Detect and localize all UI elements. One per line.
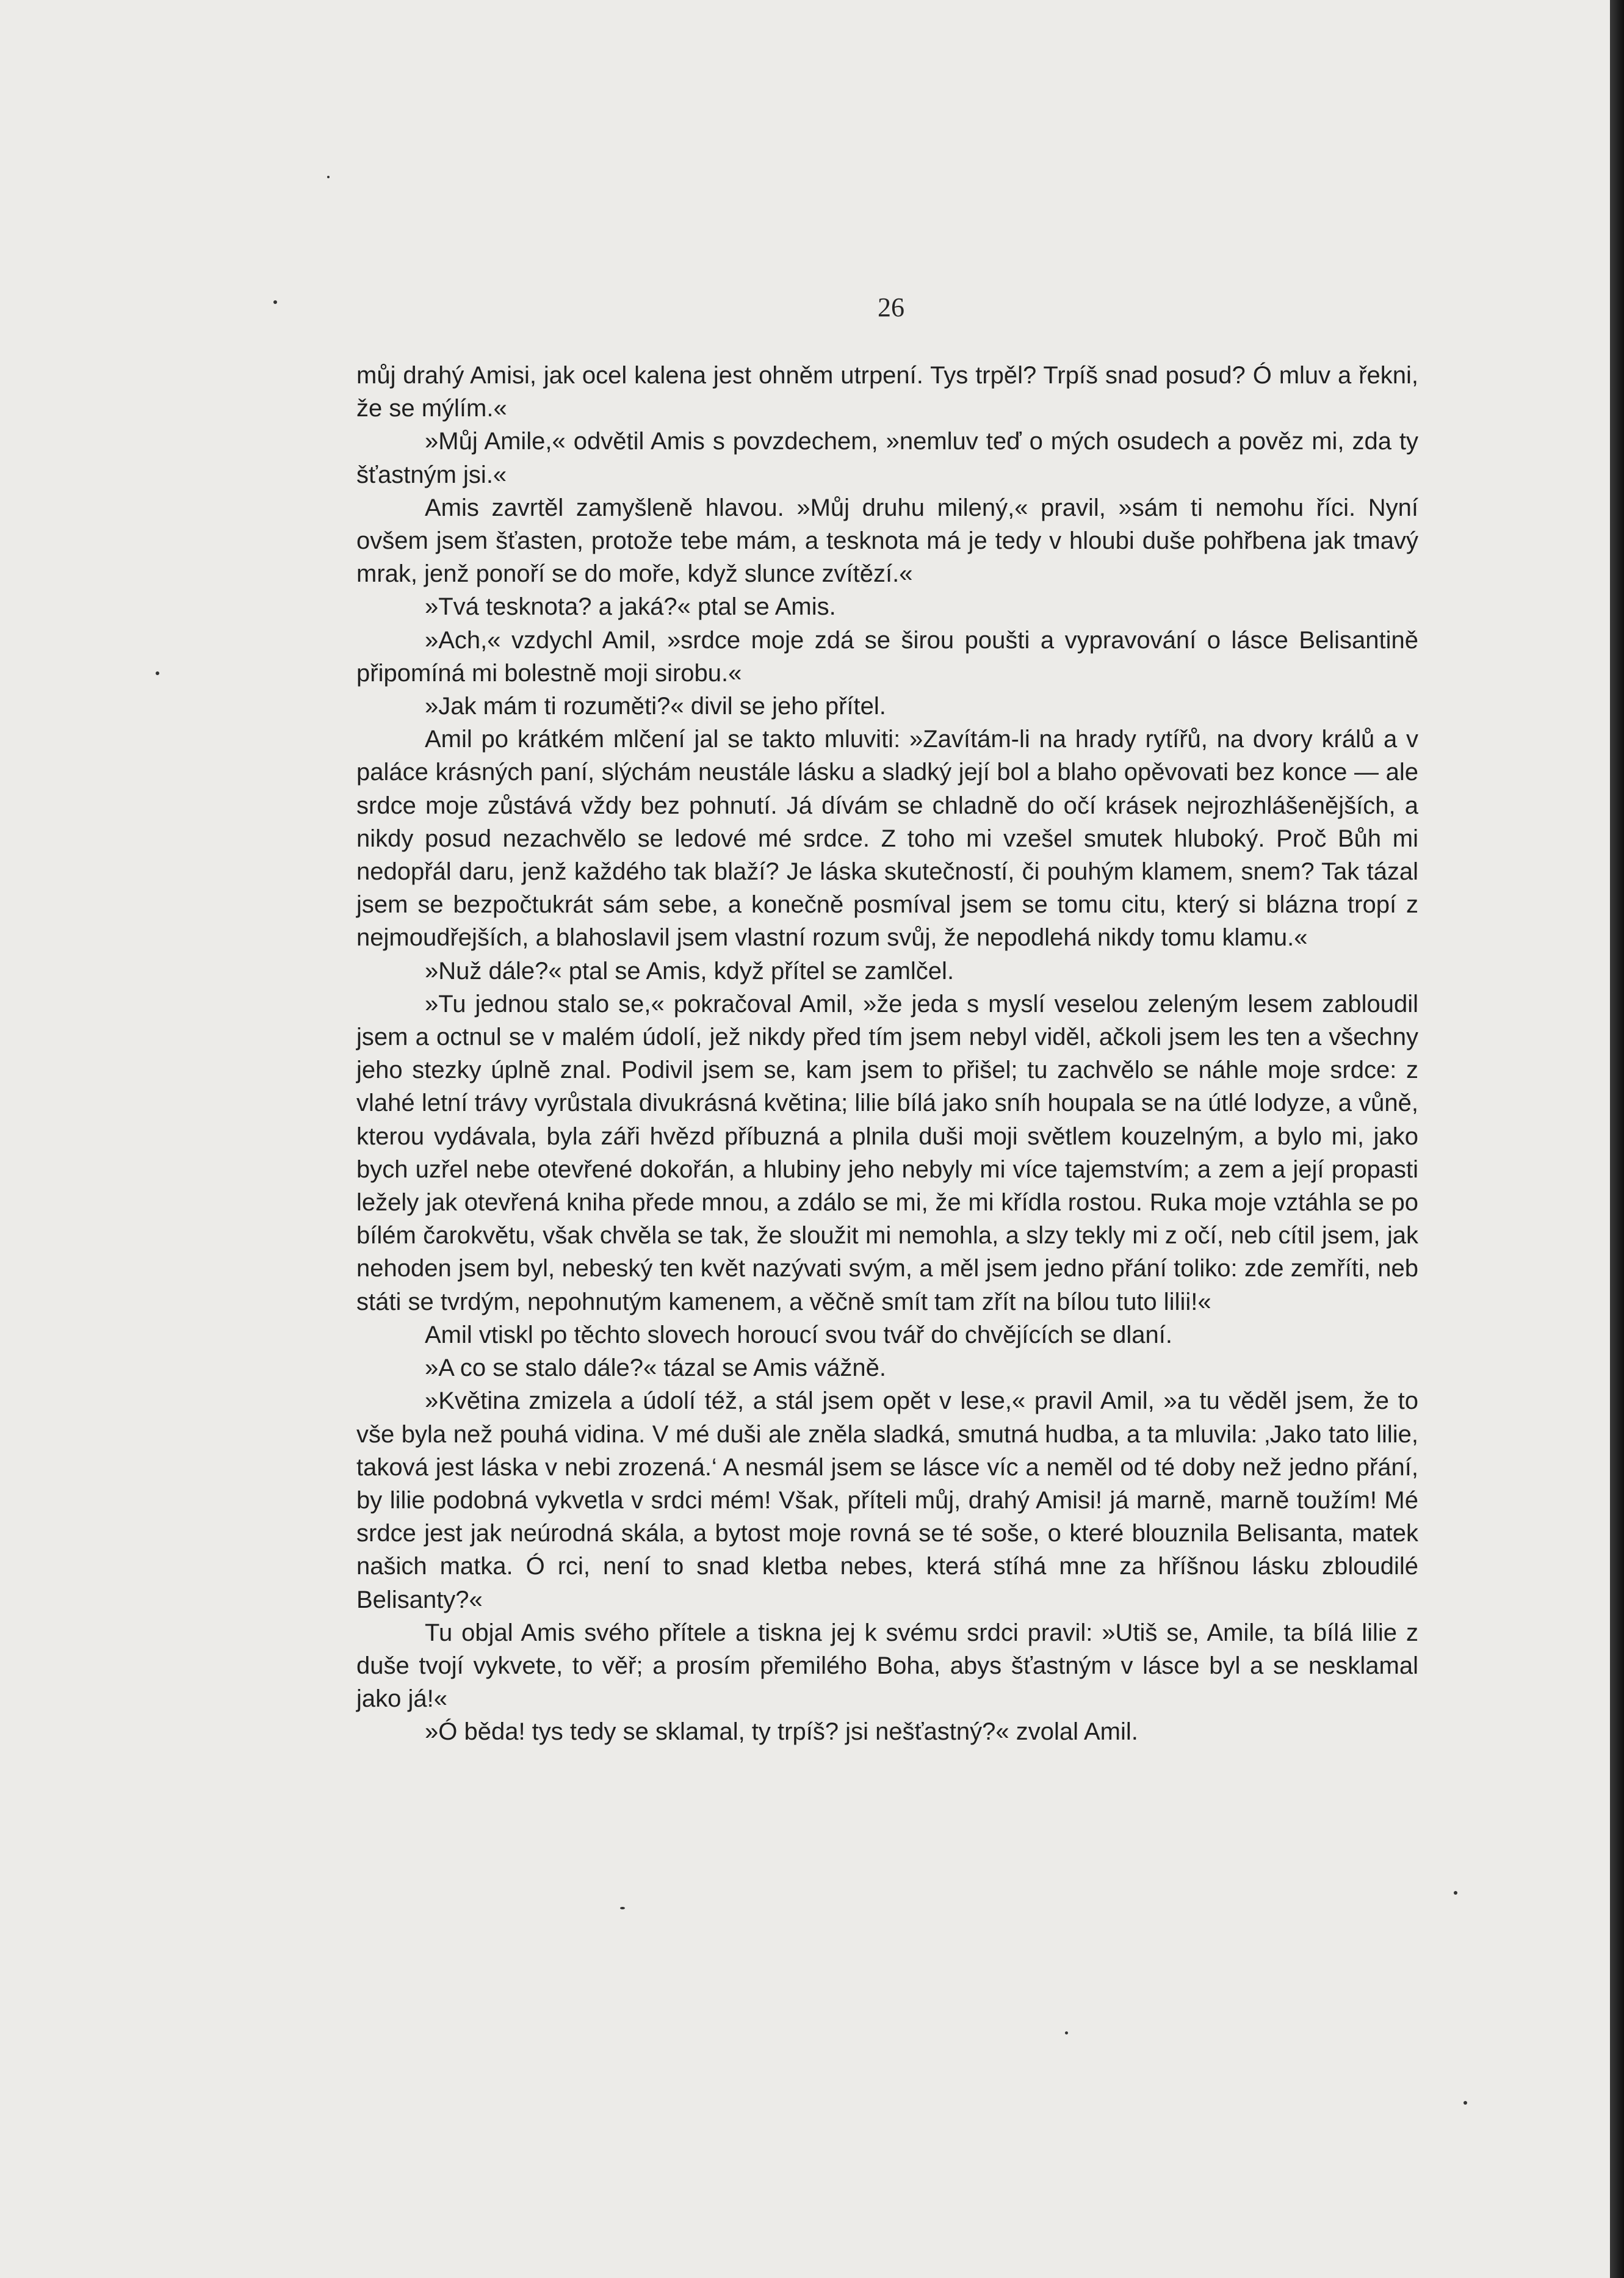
scan-speck [1454, 1891, 1457, 1895]
paragraph: »Tu jednou stalo se,« pokračoval Amil, »že jeda s myslí veselou zeleným lesem zabloudil jsem a octnul se v malém údolí, jež nikdy před tím jsem nebyl viděl, ačkoli jsem les ten a všechny jeho stezky úplně znal. Podivil jsem se, kam jsem to přišel; tu zachvělo se náhle moje srdce: z vlahé letní trávy vyrůstala divukrásná květina; lilie bílá jako sníh houpala se na útlé lodyze, a vůně, kterou vydávala, byla záři hvězd příbuzná a plnila duši moji světlem kouzelným, a bylo mi, jako bych uzřel nebe otevřené dokořán, a hlubiny jeho nebyly mi více tajemstvím; a zem a její propasti ležely jak otevřená kniha přede mnou, a zdálo se mi, že mi křídla rostou. Ruka moje vztáhla se po bílém čarokvětu, však chvěla se tak, že sloužit mi nemohla, a slzy tekly mi z očí, neb cítil jsem, jak nehoden jsem byl, nebeský ten květ nazývati svým, a měl jsem jedno přání toliko: zde zemříti, neb státi se tvrdým, nepohnutým kamenem, a věčně smít tam zřít na bílou tuto lilii!« [356, 990, 1418, 1315]
scan-speck [273, 300, 277, 304]
paragraph: můj drahý Amisi, jak ocel kalena jest ohněm utrpení. Tys trpěl? Trpíš snad posud? Ó mluv a řekni, že se mýlím.« [356, 362, 1418, 422]
scan-speck [1065, 2031, 1068, 2034]
paragraph: Amis zavrtěl zamyšleně hlavou. »Můj druhu milený,« pravil, »sám ti nemohu říci. Nyní ovšem jsem šťasten, protože tebe mám, a tesknota má je tedy v hloubi duše pohřbena jak tmavý mrak, jenž ponoří se do moře, když slunce zvítězí.« [356, 494, 1418, 588]
scan-border [1610, 0, 1624, 2278]
paragraph: »Jak mám ti rozuměti?« divil se jeho přítel. [425, 693, 886, 720]
paragraph: »Tvá tesknota? a jaká?« ptal se Amis. [425, 593, 836, 621]
paragraph: »Ach,« vzdychl Amil, »srdce moje zdá se širou poušti a vypravování o lásce Belisantině připomíná mi bolestně moji sirobu.« [356, 626, 1418, 687]
scan-speck [620, 1907, 625, 1909]
paragraph: »Můj Amile,« odvětil Amis s povzdechem, »nemluv teď o mých osudech a pověz mi, zda ty šťastným jsi.« [356, 428, 1418, 488]
scan-speck [1463, 2101, 1467, 2105]
paragraph: »Květina zmizela a údolí též, a stál jsem opět v lese,« pravil Amil, »a tu věděl jsem, že to vše byla než pouhá vidina. V mé duši ale zněla sladká, smutná hudba, a ta mluvila: ‚Jako tato lilie, taková jest láska v nebi zrozená.‘ A nesmál jsem se lásce víc a neměl od té doby než jedno přání, by lilie podobná vykvetla v srdci mém! Však, příteli můj, drahý Amisi! já marně, marně toužím! Mé srdce jest jak neúrodná skála, a bytost moje rovná se té soše, o které blouznila Belisanta, matek našich matka. Ó rci, není to snad kletba nebes, která stíhá mne za hříšnou lásku zbloudilé Belisanty?« [356, 1387, 1418, 1613]
paragraph: Tu objal Amis svého přítele a tiskna jej k svému srdci pravil: »Utiš se, Amile, ta bílá lilie z duše tvojí vykvete, to věř; a prosím přemilého Boha, abys šťastným v lásce byl a se nesklamal jako já!« [356, 1619, 1418, 1713]
scan-speck [156, 671, 159, 675]
page-number: 26 [878, 292, 904, 322]
paragraph: Amil vtiskl po těchto slovech horoucí svou tvář do chvějících se dlaní. [425, 1321, 1173, 1348]
paragraph: »Nuž dále?« ptal se Amis, když přítel se zamlčel. [425, 957, 955, 985]
paragraph: Amil po krátkém mlčení jal se takto mluviti: »Zavítám-li na hrady rytířů, na dvory králů a v paláce krásných paní, slýchám neustále lásku a sladký její bol a blaho opěvovati bez konce — ale srdce moje zůstává vždy bez pohnutí. Já dívám se chladně do očí krásek nejrozhlášenějších, a nikdy posud nezachvělo se ledové mé srdce. Z toho mi vzešel smutek hluboký. Proč Bůh mi nedopřál daru, jenž každého tak blaží? Je láska skutečností, či pouhým klamem, snem? Tak tázal jsem se bezpočtukrát sám sebe, a konečně posmíval jsem se tomu citu, který si blázna tropí z nejmoudřejších, a blahoslavil jsem vlastní rozum svůj, že nepodlehá nikdy tomu klamu.« [356, 726, 1418, 952]
scan-speck [327, 176, 330, 178]
paragraph: »A co se stalo dále?« tázal se Amis vážně. [425, 1354, 886, 1382]
body-text [356, 359, 1418, 1749]
paragraph: »Ó běda! tys tedy se sklamal, ty trpíš? jsi nešťastný?« zvolal Amil. [425, 1718, 1138, 1746]
